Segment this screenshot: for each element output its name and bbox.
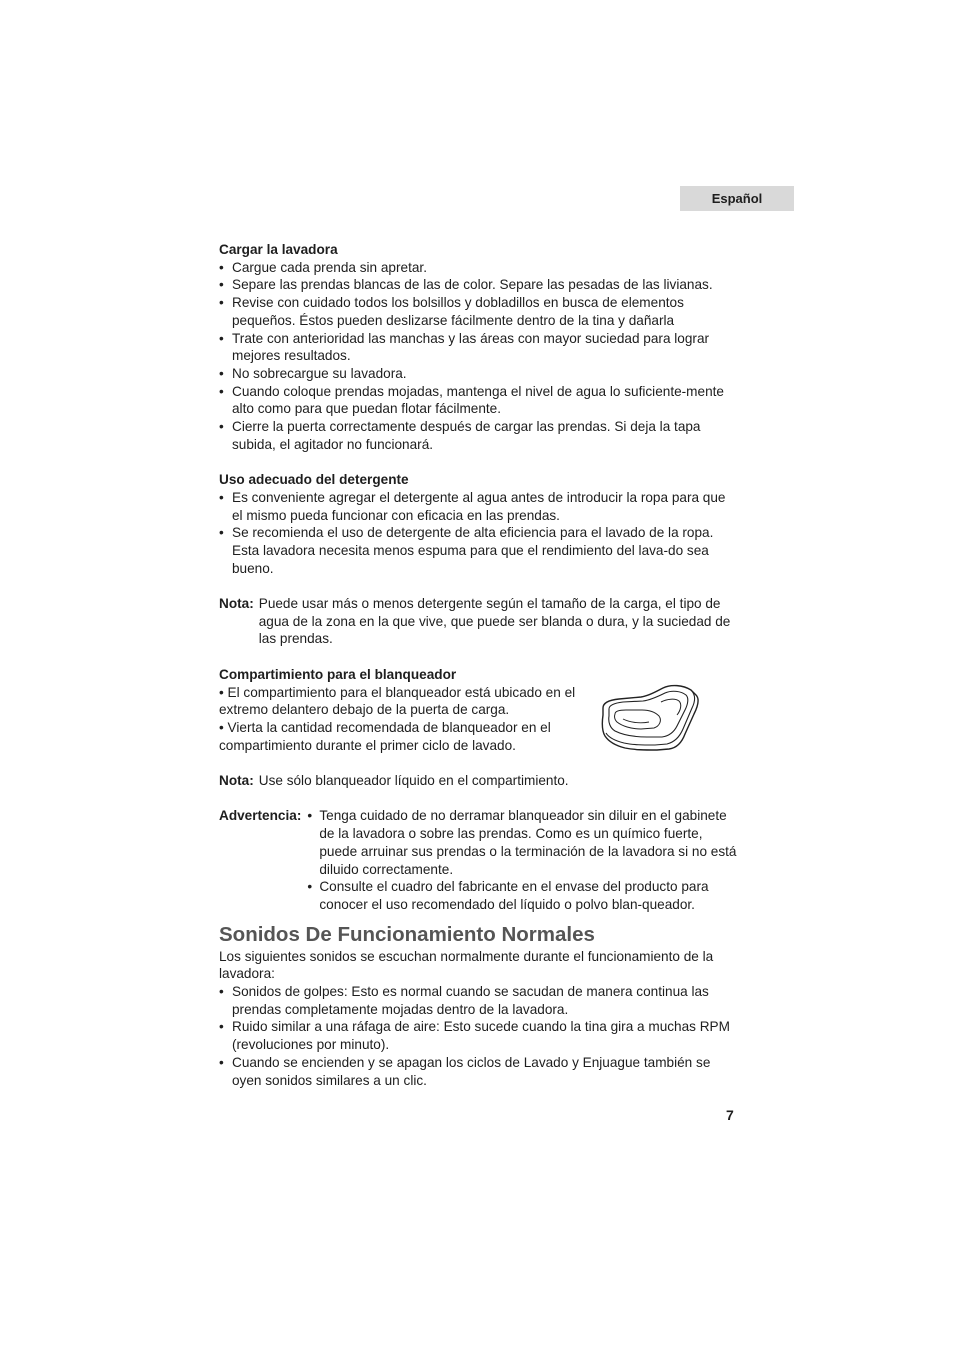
list-item: • No sobrecargue su lavadora. — [219, 365, 739, 383]
note-label: Nota: — [219, 773, 254, 789]
section-sounds — [219, 923, 739, 1090]
warning-label: Advertencia: — [219, 808, 302, 824]
list-item: • Revise con cuidado todos los bolsillos y dobladillos en busca de elementos pequeños. Éstos pueden deslizarse fácilmente dentro de la tina y dañarla — [219, 294, 739, 329]
section-heading-detergent: Uso adecuado del detergente — [219, 472, 409, 488]
note-label: Nota: — [219, 596, 254, 612]
note-text: Puede usar más o menos detergente según el tamaño de la carga, el tipo de agua de la zona en la que vive, que puede ser blanda o dura, y la suciedad de las prendas. — [258, 596, 731, 647]
section-title-sounds: Sonidos De Funcionamiento Normales — [219, 922, 595, 946]
warning-list — [307, 807, 739, 913]
section-bleach — [219, 666, 739, 914]
list-item: • Cuando se encienden y se apagan los ciclos de Lavado y Enjuague también se oyen sonidos similares a un clic. — [219, 1054, 739, 1089]
list-item: • Cuando coloque prendas mojadas, mantenga el nivel de agua lo suficiente-mente alto como para que puedan flotar fácilmente. — [219, 383, 739, 418]
bleach-note — [219, 772, 739, 790]
bleach-item: • El compartimiento para el blanqueador está ubicado en el extremo delantero debajo de la puerta de carga. — [219, 684, 576, 718]
section-detergent — [219, 471, 739, 648]
detergent-note — [219, 595, 739, 648]
section-loading — [219, 241, 739, 453]
detergent-list — [219, 489, 739, 578]
bleach-item: • Vierta la cantidad recomendada de blanqueador en el compartimiento durante el primer ciclo de lavado. — [219, 719, 551, 753]
list-item: • Separe las prendas blancas de las de color. Separe las pesadas de las livianas. — [219, 276, 739, 294]
list-item: • Cargue cada prenda sin apretar. — [219, 259, 739, 277]
bleach-warning — [219, 807, 739, 913]
sounds-list — [219, 983, 739, 1089]
list-item: • Ruido similar a una ráfaga de aire: Esto sucede cuando la tina gira a muchas RPM (revoluciones por minuto). — [219, 1018, 739, 1053]
page-number: 7 — [726, 1107, 734, 1123]
list-item: • Consulte el cuadro del fabricante en el envase del producto para conocer el uso recomendado del líquido o polvo blan-queador. — [307, 878, 739, 913]
list-item: • Sonidos de golpes: Esto es normal cuando se sacudan de manera continua las prendas completamente mojadas dentro de la lavadora. — [219, 983, 739, 1018]
list-item: • Es conveniente agregar el detergente al agua antes de introducir la ropa para que el mismo pueda funcionar con eficacia en las prendas. — [219, 489, 739, 524]
bleach-dispenser-icon — [599, 684, 709, 754]
language-tab: Español — [680, 186, 794, 211]
section-heading-bleach: Compartimiento para el blanqueador — [219, 666, 457, 682]
page-content — [219, 241, 739, 1089]
list-item: • Tenga cuidado de no derramar blanqueador sin diluir en el gabinete de la lavadora o sobre las prendas. Como es un químico fuerte, puede arruinar sus prendas o la terminación de la lavadora si no está diluido correctamente. — [307, 807, 739, 878]
loading-list — [219, 259, 739, 454]
sounds-intro: Los siguientes sonidos se escuchan normalmente durante el funcionamiento de la lavadora: — [219, 948, 714, 982]
section-heading-loading: Cargar la lavadora — [219, 242, 338, 257]
note-text: Use sólo blanqueador líquido en el compartimiento. — [258, 773, 569, 789]
list-item: • Trate con anterioridad las manchas y las áreas con mayor suciedad para lograr mejores resultados. — [219, 330, 739, 365]
list-item: • Se recomienda el uso de detergente de alta eficiencia para el lavado de la ropa. Esta lavadora necesita menos espuma para que el rendimiento del lava-do sea bueno. — [219, 524, 739, 577]
list-item: • Cierre la puerta correctamente después de cargar las prendas. Si deja la tapa subida, el agitador no funcionará. — [219, 418, 739, 453]
